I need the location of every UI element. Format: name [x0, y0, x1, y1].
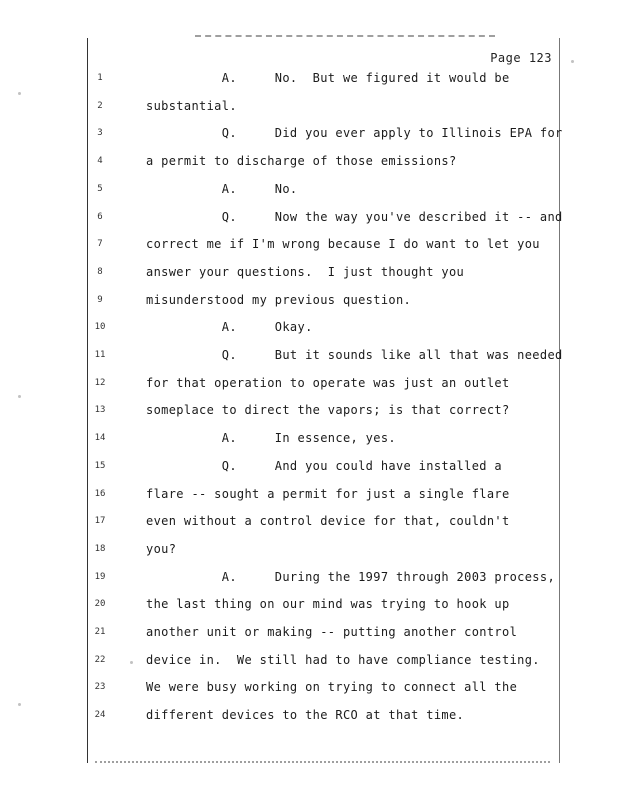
transcript-line: [0, 568, 618, 596]
transcript-line: [0, 678, 618, 706]
transcript-line: [0, 429, 618, 457]
line-number: 2: [97, 100, 103, 111]
line-text: A. In essence, yes.: [146, 431, 396, 446]
transcript-line: [0, 69, 618, 97]
transcript-line: [0, 124, 618, 152]
transcript-line: [0, 208, 618, 236]
transcript-line: [0, 706, 618, 734]
line-number: 23: [94, 682, 106, 693]
transcript-line: [0, 485, 618, 513]
transcript-line: [0, 651, 618, 679]
line-text: A. No. But we figured it would be: [146, 71, 510, 85]
line-number: 1: [97, 73, 103, 83]
line-text: a permit to discharge of those emissions?: [146, 154, 457, 169]
line-text: answer your questions. I just thought you: [146, 264, 465, 279]
line-number: 24: [94, 710, 106, 721]
transcript-line: [0, 318, 618, 346]
line-text: Q. But it sounds like all that was needed: [146, 348, 563, 362]
line-number: 3: [97, 128, 103, 139]
transcript-line: [0, 97, 618, 125]
transcript-line: [0, 401, 618, 429]
line-number: 12: [94, 377, 106, 388]
line-number: 15: [94, 460, 106, 471]
line-text: even without a control device for that, couldn't: [146, 514, 510, 529]
line-text: correct me if I'm wrong because I do want to let you: [146, 237, 540, 252]
transcript-line: [0, 623, 618, 651]
line-number: 20: [94, 599, 106, 610]
line-text: device in. We still had to have compliance testing.: [146, 652, 540, 667]
line-number: 8: [97, 266, 103, 277]
line-number: 19: [94, 571, 106, 582]
page-number-header: Page 123: [490, 51, 552, 65]
line-number: 14: [94, 433, 106, 444]
line-text: the last thing on our mind was trying to hook up: [146, 597, 510, 612]
scan-speck: [130, 661, 133, 664]
transcript-line: [0, 291, 618, 319]
transcript-line: [0, 180, 618, 208]
line-number: 9: [97, 294, 103, 305]
line-text: someplace to direct the vapors; is that correct?: [146, 403, 510, 418]
line-text: another unit or making -- putting another control: [146, 625, 518, 639]
line-number: 16: [94, 488, 106, 499]
line-number: 10: [94, 322, 106, 333]
line-text: misunderstood my previous question.: [146, 292, 412, 307]
top-rule: [195, 35, 495, 37]
scan-speck: [18, 703, 21, 706]
line-text: We were busy working on trying to connect all the: [146, 680, 518, 695]
line-text: substantial.: [146, 98, 237, 113]
transcript-line: [0, 235, 618, 263]
transcript-line: [0, 263, 618, 291]
bottom-rule: [95, 761, 550, 763]
transcript-line: [0, 374, 618, 402]
line-text: Q. Now the way you've described it -- and: [146, 209, 563, 224]
line-text: A. Okay.: [146, 320, 313, 335]
transcript-line: [0, 512, 618, 540]
line-text: different devices to the RCO at that time.: [146, 708, 465, 723]
transcript-line: [0, 457, 618, 485]
line-number: 6: [97, 211, 103, 222]
line-text: A. No.: [146, 181, 298, 196]
line-text: Q. Did you ever apply to Illinois EPA for: [146, 126, 563, 141]
line-text: for that operation to operate was just an outlet: [146, 375, 510, 390]
line-number: 18: [94, 543, 106, 554]
line-number: 17: [94, 516, 106, 527]
scan-speck: [18, 92, 21, 95]
line-text: Q. And you could have installed a: [146, 458, 503, 473]
line-number: 13: [94, 405, 106, 416]
transcript-line: [0, 152, 618, 180]
line-number: 5: [97, 183, 103, 194]
line-text: A. During the 1997 through 2003 process,: [146, 569, 556, 584]
line-number: 4: [97, 156, 103, 167]
line-number: 7: [97, 239, 103, 250]
line-number: 21: [94, 627, 106, 637]
transcript-line: [0, 595, 618, 623]
line-text: flare -- sought a permit for just a single flare: [146, 486, 510, 501]
transcript-line: [0, 540, 618, 568]
scan-speck: [571, 60, 574, 63]
line-number: 11: [94, 350, 106, 360]
line-number: 22: [94, 654, 106, 665]
line-text: you?: [146, 541, 177, 556]
scan-speck: [18, 395, 21, 398]
transcript-line: [0, 346, 618, 374]
